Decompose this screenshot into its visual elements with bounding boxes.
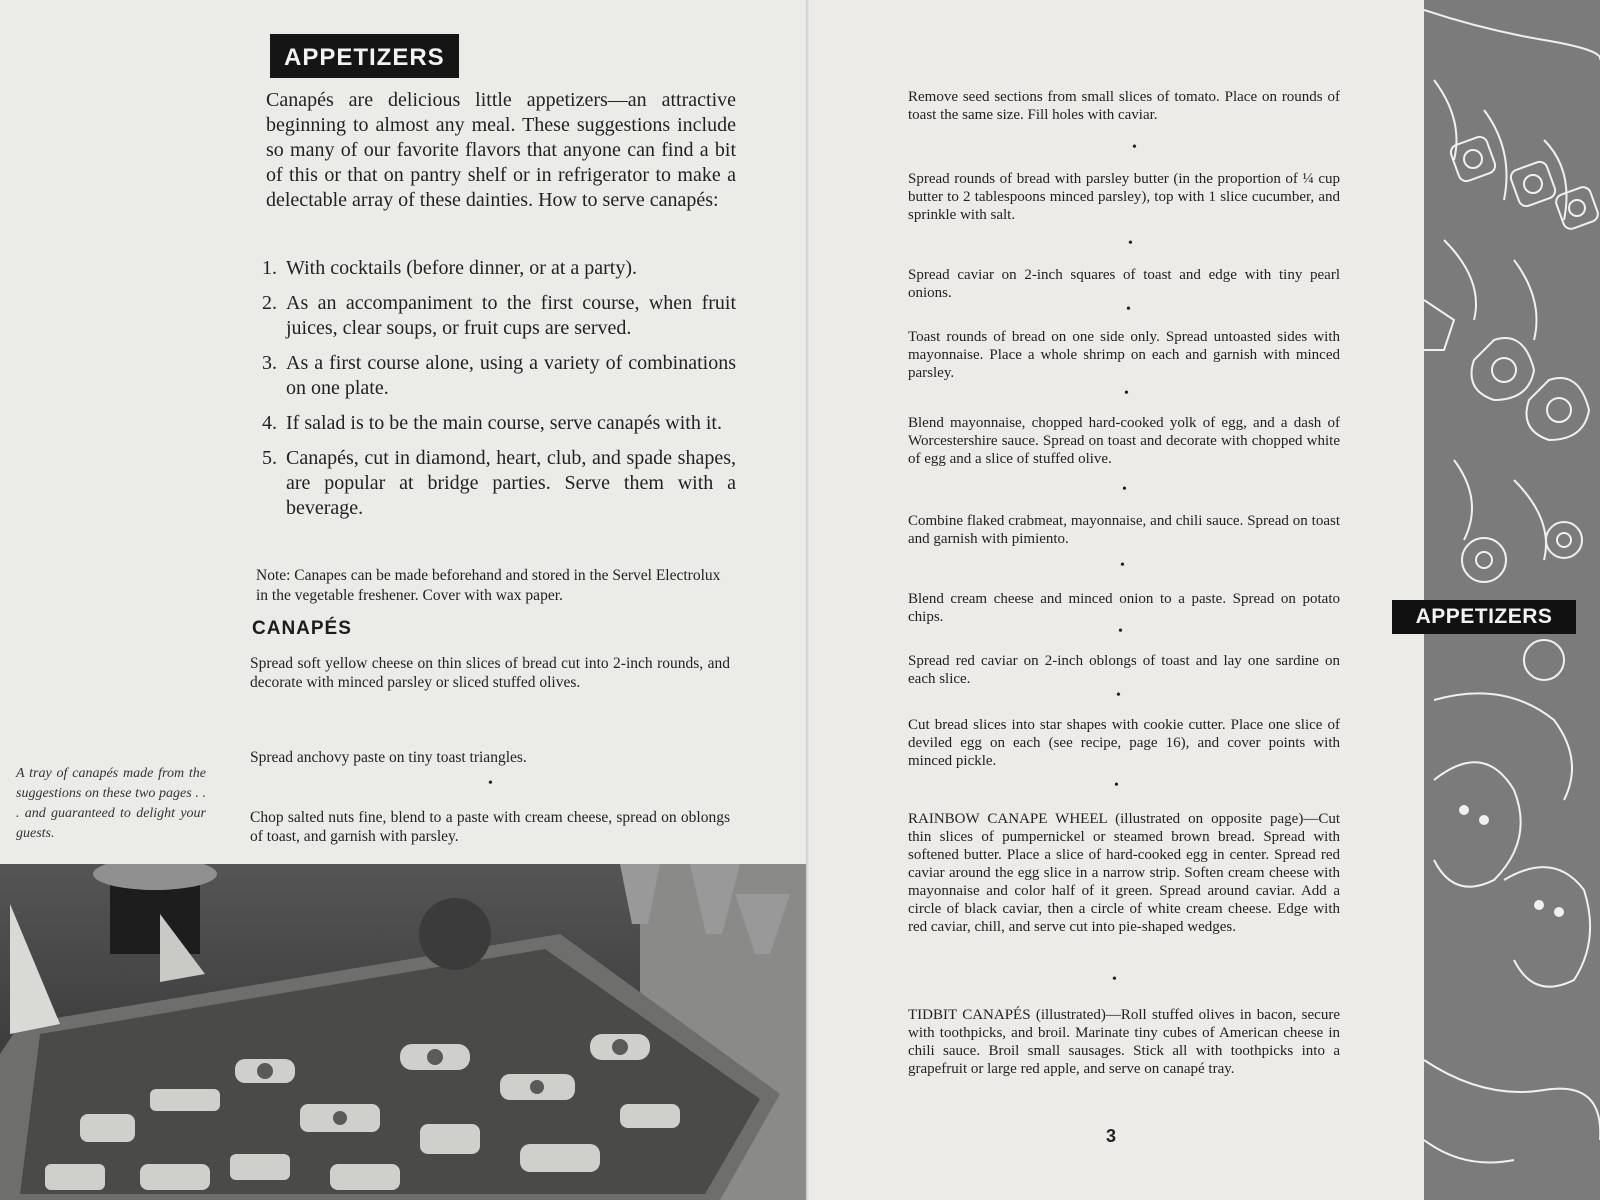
recipe-text: Spread anchovy paste on tiny toast triangles.: [250, 749, 527, 766]
recipe-text: Cut bread slices into star shapes with cookie cutter. Place one slice of deviled egg on each (see recipe, page 16), and cover points with minced pickle.: [908, 717, 1340, 769]
separator-dot: •: [1124, 386, 1129, 401]
separator-dot: •: [1120, 558, 1125, 573]
separator-dot: •: [1128, 236, 1133, 251]
recipe-text: Chop salted nuts fine, blend to a paste with cream cheese, spread on oblongs of toast, and garnish with parsley.: [250, 809, 730, 845]
separator-dot: •: [1122, 482, 1127, 497]
list-text: As an accompaniment to the first course, when fruit juices, clear soups, or fruit cups are served.: [286, 292, 736, 339]
intro-paragraph: Canapés are delicious little appetizers—an attractive beginning to almost any meal. These suggestions include so many of our favorite flavors that anyone can find a bit of this or that on pantry shelf or in refrigerator to make a delectable array of these dainties. How to serve canapés:: [266, 89, 736, 211]
recipe-text: Combine flaked crabmeat, mayonnaise, and chili sauce. Spread on toast and garnish with pimiento.: [908, 513, 1340, 547]
recipe-text: Spread caviar on 2-inch squares of toast and edge with tiny pearl onions.: [908, 267, 1340, 301]
separator-dot: •: [1132, 140, 1137, 155]
list-number: 1.: [262, 257, 277, 279]
list-item: [262, 411, 736, 436]
canapes-subheader: CANAPÉS: [252, 618, 352, 639]
list-text: With cocktails (before dinner, or at a party).: [286, 257, 638, 279]
list-number: 5.: [262, 447, 277, 469]
list-text: If salad is to be the main course, serve canapés with it.: [286, 412, 722, 434]
separator-dot: •: [1114, 778, 1119, 793]
separator-dot: •: [488, 776, 493, 791]
list-text: As a first course alone, using a variety of combinations on one plate.: [286, 352, 736, 399]
separator-dot: •: [1118, 624, 1123, 639]
storage-note: Note: Canapes can be made beforehand and stored in the Servel Electrolux in the vegetable freshener. Cover with wax paper.: [256, 567, 721, 604]
list-number: 4.: [262, 412, 277, 434]
recipe-text: TIDBIT CANAPÉS (illustrated)—Roll stuffed olives in bacon, secure with toothpicks, and broil. Marinate tiny cubes of American cheese in chili sauce. Broil small sausages. Stick all with toothpicks into a grapefruit or large red apple, and serve on canapé tray.: [908, 1007, 1340, 1077]
list-item: [262, 351, 736, 401]
photo-caption: A tray of canapés made from the suggestions on these two pages . . . and guaranteed to delight your guests.: [16, 766, 206, 841]
side-tab: APPETIZERS: [1392, 600, 1576, 634]
list-item: [262, 256, 736, 281]
recipe-text: RAINBOW CANAPE WHEEL (illustrated on opposite page)—Cut thin slices of pumpernickel or steamed brown bread. Spread with softened butter. Place a slice of hard-cooked egg in center. Spread red caviar around the egg slice in a narrow strip. Soften cream cheese with mayonnaise and color half of it green. Spread around caviar. Add a circle of black caviar, then a circle of white cream cheese. Edge with red caviar, chill, and serve cut into pie-shaped wedges.: [908, 811, 1340, 935]
recipe-text: Spread rounds of bread with parsley butter (in the proportion of ¼ cup butter to 2 tablespoons minced parsley), top with 1 slice cucumber, and sprinkle with salt.: [908, 171, 1340, 223]
separator-dot: •: [1126, 302, 1131, 317]
canape-tray-photo: [0, 864, 808, 1200]
list-text: Canapés, cut in diamond, heart, club, and spade shapes, are popular at bridge parties. Serve them with a beverage.: [286, 447, 736, 519]
list-number: 3.: [262, 352, 277, 374]
page-number: 3: [1106, 1126, 1117, 1146]
recipe-text: Remove seed sections from small slices of tomato. Place on rounds of toast the same size. Fill holes with caviar.: [908, 89, 1340, 123]
right-page: [812, 0, 1424, 1200]
recipe-text: Toast rounds of bread on one side only. Spread untoasted sides with mayonnaise. Place a whole shrimp on each and garnish with minced parsley.: [908, 329, 1340, 381]
section-header: APPETIZERS: [270, 34, 459, 78]
separator-dot: •: [1112, 972, 1117, 987]
recipe-text: Blend cream cheese and minced onion to a paste. Spread on potato chips.: [908, 591, 1340, 625]
separator-dot: •: [1116, 688, 1121, 703]
recipe-text: Spread soft yellow cheese on thin slices of bread cut into 2-inch rounds, and decorate with minced parsley or sliced stuffed olives.: [250, 655, 730, 691]
recipe-text: Blend mayonnaise, chopped hard-cooked yolk of egg, and a dash of Worcestershire sauce. Spread on toast and decorate with chopped white of egg and a slice of stuffed olive.: [908, 415, 1340, 467]
list-item: [262, 446, 736, 521]
list-number: 2.: [262, 292, 277, 314]
recipe-text: Spread red caviar on 2-inch oblongs of toast and lay one sardine on each slice.: [908, 653, 1340, 687]
list-item: [262, 291, 736, 341]
serving-list: [262, 256, 736, 531]
